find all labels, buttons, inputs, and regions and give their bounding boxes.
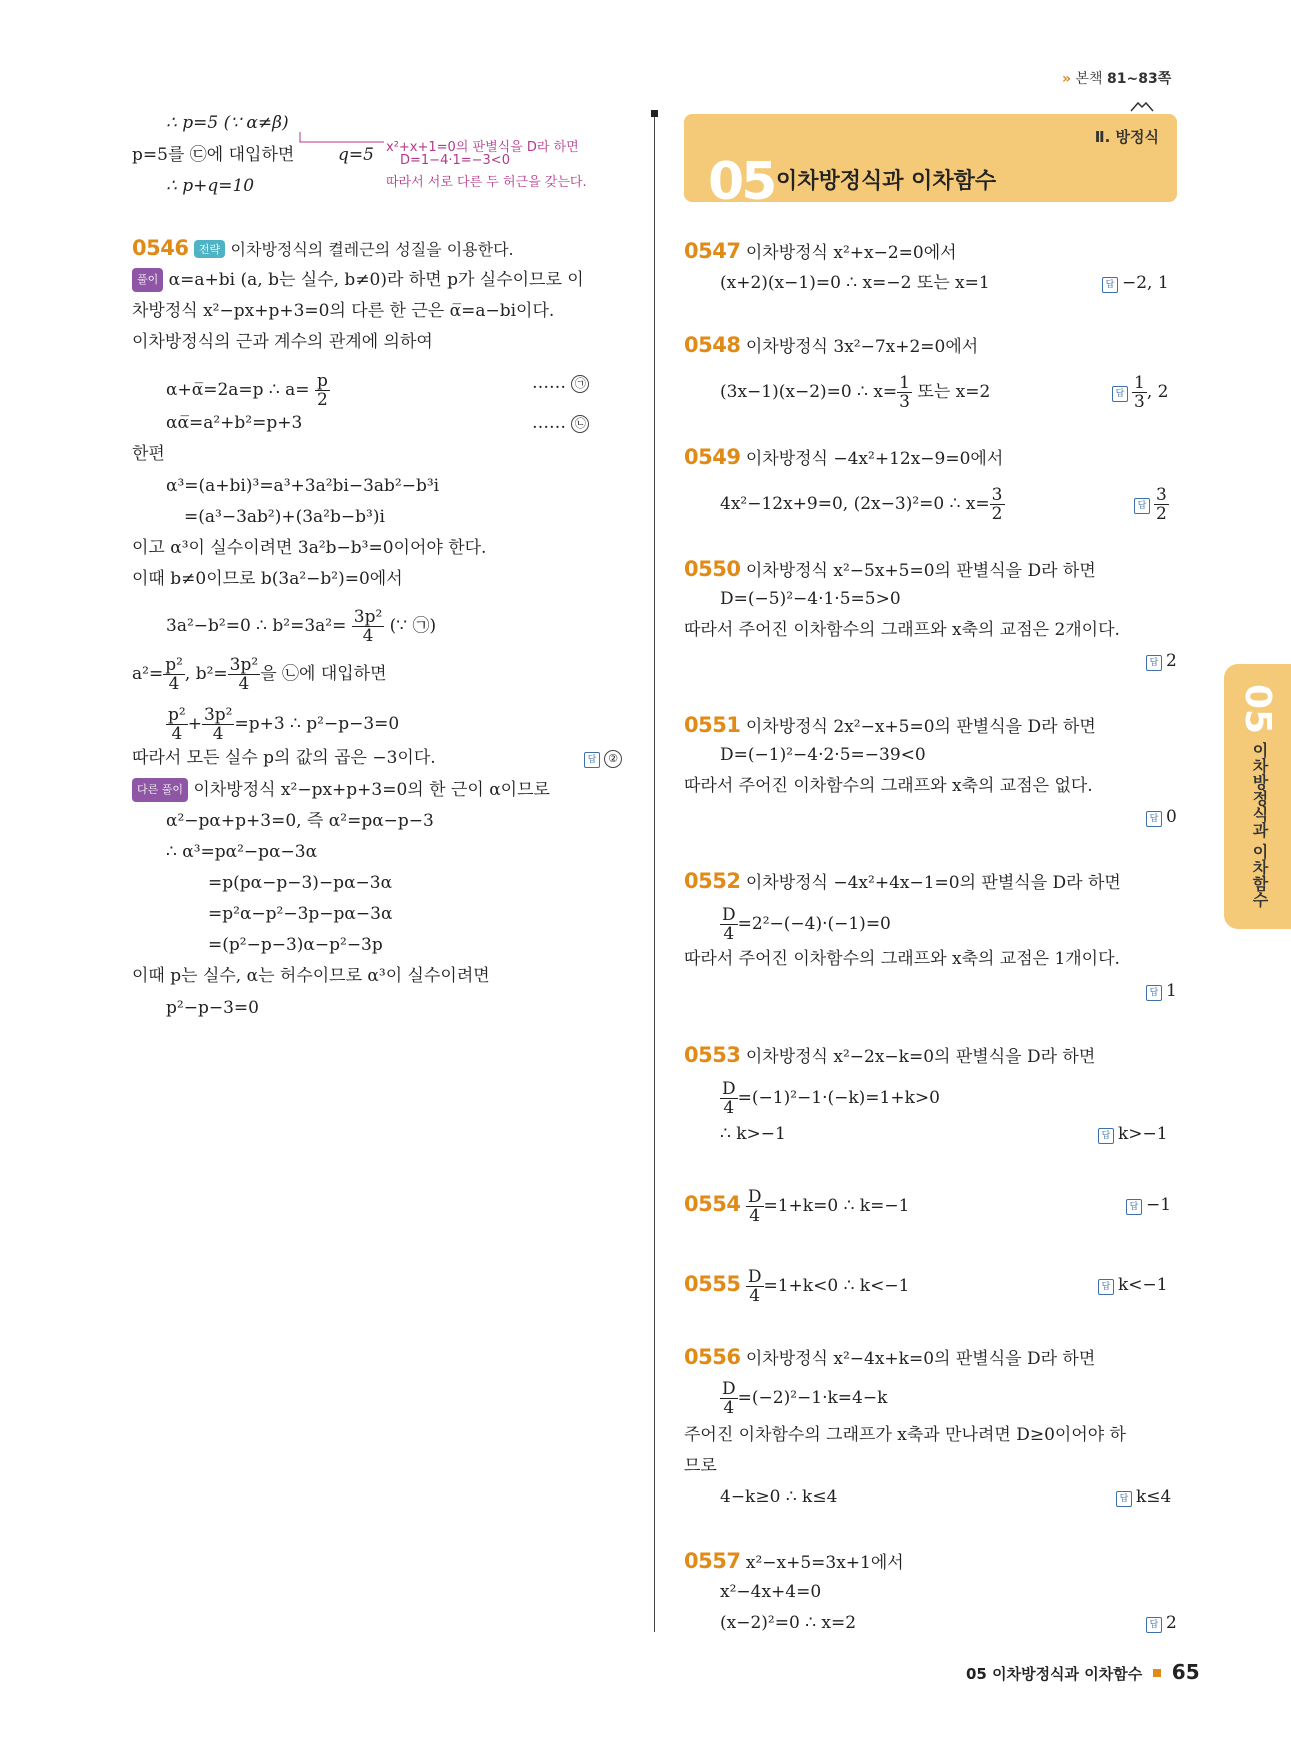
footer-square-icon	[1153, 1669, 1161, 1677]
answer-0551: 답 0	[1146, 806, 1177, 828]
answer-icon: 답	[584, 752, 600, 768]
chapter-number: 05	[708, 152, 775, 202]
answer-0548: 답 $\frac{1}{3}$ , 2	[1112, 374, 1168, 411]
p0550-line-3: 따라서 주어진 이차함수의 그래프와 x축의 교점은 2개이다.	[684, 620, 1120, 640]
side-tab	[1224, 664, 1291, 929]
chapter-title: 이차방정식과 이차함수	[776, 169, 997, 194]
p0552-line-3: 따라서 주어진 이차함수의 그래프와 x축의 교점은 1개이다.	[684, 949, 1120, 969]
problem-0552: 0552 이차방정식 −4x²+4x−1=0의 판별식을 D라 하면	[684, 869, 1121, 893]
alt-line-4: =p(pα−p−3)−pα−3α	[208, 873, 393, 893]
ref-pages: 81~83쪽	[1107, 71, 1172, 87]
sol-line-5: αα̅=a²+b²=p+3	[166, 413, 303, 433]
p0553-line-3: ∴ k>−1	[720, 1124, 786, 1144]
divider-dot	[651, 110, 658, 117]
solution-badge: 풀이	[132, 268, 163, 292]
sol-line-10: 이때 b≠0이므로 b(3a²−b²)=0에서	[132, 569, 403, 589]
p0556-line-4: 므로	[684, 1456, 717, 1476]
prev-line-3: ∴ p+q=10	[166, 176, 255, 196]
side-tab-number: 05	[1237, 684, 1278, 735]
problem-0546-head	[132, 236, 514, 260]
problem-number: 0546	[132, 236, 189, 260]
part-label: Ⅱ. 방정식	[1094, 128, 1159, 146]
answer-0557: 답 2	[1146, 1612, 1177, 1634]
p0548-line: (3x−1)(x−2)=0 ∴ x= $\frac{1}{3}$ 또는 x=2	[720, 373, 991, 412]
sol-line-9: 이고 α³이 실수이려면 3a²b−b³=0이어야 한다.	[132, 538, 487, 558]
footer	[966, 1660, 1200, 1684]
p0551-line-3: 따라서 주어진 이차함수의 그래프와 x축의 교점은 없다.	[684, 776, 1093, 796]
answer-0556: 답 k≤4	[1116, 1486, 1171, 1508]
sol-line-8: =(a³−3ab²)+(3a²b−b³)i	[184, 507, 385, 527]
answer-0546: 답 ②	[584, 747, 622, 769]
p0556-line-3: 주어진 이차함수의 그래프가 x축과 만나려면 D≥0이어야 하	[684, 1425, 1126, 1445]
prev-note-1: x²+x+1=0의 판별식을 D라 하면	[386, 140, 579, 155]
p0553-line-2: $\frac{D}{4}$ =(−1)²−1·(−k)=1+k>0	[722, 1079, 940, 1118]
p0550-line-2: D=(−5)²−4·1·5=5>0	[720, 589, 901, 609]
fraction: $\frac{\text{3p²}}{4}$	[353, 607, 383, 646]
p0547-line: (x+2)(x−1)=0 ∴ x=−2 또는 x=1	[720, 273, 990, 293]
sol-line-7: α³=(a+bi)³=a³+3a²bi−3ab²−b³i	[166, 476, 440, 496]
p0556-line-5: 4−k≥0 ∴ k≤4	[720, 1487, 838, 1507]
sol-line-14: 따라서 모든 실수 p의 값의 곱은 −3이다.	[132, 748, 436, 768]
alt-line-5: =p²α−p²−3p−pα−3α	[208, 904, 393, 924]
page-reference	[1062, 68, 1171, 88]
answer-0555: 답 k<−1	[1098, 1274, 1168, 1296]
strategy-text: 이차방정식의 켤레근의 성질을 이용한다.	[230, 240, 514, 259]
chapter-box-notch	[1130, 98, 1154, 112]
fraction: $\frac{\text{3p²}}{4}$	[203, 705, 233, 744]
prev-note-2: D=1−4·1=−3<0	[400, 153, 510, 168]
p0552-line-2: $\frac{D}{4}$ =2²−(−4)·(−1)=0	[722, 905, 891, 944]
fraction: $\frac{p}{2}$	[316, 371, 328, 410]
p0557-line-3: (x−2)²=0 ∴ x=2	[720, 1613, 857, 1633]
answer-0547: 답 −2, 1	[1102, 272, 1169, 294]
prev-line-q: q=5	[338, 145, 374, 165]
footer-chapter: 05 이차방정식과 이차함수	[966, 1665, 1143, 1683]
fraction: $\frac{\text{p²}}{4}$	[168, 705, 186, 744]
fraction: $\frac{\text{3p²}}{4}$	[229, 655, 259, 694]
problem-0551: 0551 이차방정식 2x²−x+5=0의 판별식을 D라 하면	[684, 713, 1096, 737]
answer-0550: 답 2	[1146, 650, 1177, 672]
problem-0550: 0550 이차방정식 x²−5x+5=0의 판별식을 D라 하면	[684, 557, 1096, 581]
alt-line-3: ∴ α³=pα²−pα−3α	[166, 842, 318, 862]
sol-line-4: α+α̅=2a=p ∴ a= $\frac{p}{2}$	[166, 371, 328, 410]
chapter-box	[684, 114, 1177, 202]
problem-0556: 0556 이차방정식 x²−4x+k=0의 판별식을 D라 하면	[684, 1345, 1096, 1369]
alt-line-1: 다른 풀이 이차방정식 x²−px+p+3=0의 한 근이 α이므로	[132, 778, 550, 802]
prev-line-1: ∴ p=5 (∵ α≠β)	[166, 113, 289, 133]
sol-line-11: 3a²−b²=0 ∴ b²=3a²= $\frac{\text{3p²}}{4}$ (∵ ㉠)	[166, 607, 437, 646]
prev-line-2: p=5를 ㉢에 대입하면	[132, 145, 295, 165]
mark-2: …… ㉡	[532, 412, 589, 434]
note-connector	[296, 130, 386, 146]
problem-0555: 0555 $\frac{D}{4}$ =1+k<0 ∴ k<−1	[684, 1267, 910, 1306]
sol-line-12: a²= $\frac{\text{p²}}{4}$ , b²= $\frac{\text{3p²}}{4}$ 을 ㉡에 대입하면	[132, 655, 387, 694]
problem-0548: 0548 이차방정식 3x²−7x+2=0에서	[684, 333, 979, 357]
alt-solution-badge: 다른 풀이	[132, 778, 188, 802]
sol-line-6: 한편	[132, 444, 165, 464]
prev-note-3: 따라서 서로 다른 두 허근을 갖는다.	[386, 175, 587, 190]
column-divider	[654, 110, 655, 1632]
sol-line-3: 이차방정식의 근과 계수의 관계에 의하여	[132, 332, 433, 352]
problem-0554: 0554 $\frac{D}{4}$ =1+k=0 ∴ k=−1	[684, 1187, 910, 1226]
sol-line-2: 차방정식 x²−px+p+3=0의 다른 한 근은 α̅=a−bi이다.	[132, 301, 555, 321]
answer-0553: 답 k>−1	[1098, 1123, 1168, 1145]
problem-0549: 0549 이차방정식 −4x²+12x−9=0에서	[684, 445, 1004, 469]
answer-0554: 답 −1	[1126, 1194, 1171, 1216]
p0549-line: 4x²−12x+9=0, (2x−3)²=0 ∴ x= $\frac{3}{2}$	[720, 485, 1003, 524]
problem-0557: 0557 x²−x+5=3x+1에서	[684, 1549, 904, 1573]
strategy-badge: 전략	[194, 240, 225, 258]
double-chevron-icon: »	[1062, 71, 1072, 87]
sol-line-1: 풀이 α=a+bi (a, b는 실수, b≠0)라 하면 p가 실수이므로 이	[132, 268, 584, 292]
answer-0552: 답 1	[1146, 980, 1177, 1002]
problem-0553: 0553 이차방정식 x²−2x−k=0의 판별식을 D라 하면	[684, 1043, 1096, 1067]
fraction: $\frac{\text{p²}}{4}$	[165, 655, 183, 694]
answer-0549: 답 $\frac{3}{2}$	[1134, 486, 1169, 523]
p0556-line-2: $\frac{D}{4}$ =(−2)²−1·k=4−k	[722, 1379, 888, 1418]
ref-label: 본책	[1075, 71, 1103, 87]
problem-0547: 0547 이차방정식 x²+x−2=0에서	[684, 239, 957, 263]
p0551-line-2: D=(−1)²−4·2·5=−39<0	[720, 745, 926, 765]
alt-line-7: 이때 p는 실수, α는 허수이므로 α³이 실수이려면	[132, 966, 490, 986]
alt-line-2: α²−pα+p+3=0, 즉 α²=pα−p−3	[166, 811, 434, 831]
alt-line-6: =(p²−p−3)α−p²−3p	[208, 935, 383, 955]
p0557-line-2: x²−4x+4=0	[720, 1582, 822, 1602]
side-tab-title: 이차방정식과 이차함수	[1250, 742, 1269, 908]
page-number: 65	[1171, 1660, 1200, 1684]
alt-line-8: p²−p−3=0	[166, 998, 259, 1018]
sol-line-13: $\frac{\text{p²}}{4}$ + $\frac{\text{3p²}}{4}$ =p+3 ∴ p²−p−3=0	[168, 705, 400, 744]
mark-1: …… ㉠	[532, 372, 589, 394]
